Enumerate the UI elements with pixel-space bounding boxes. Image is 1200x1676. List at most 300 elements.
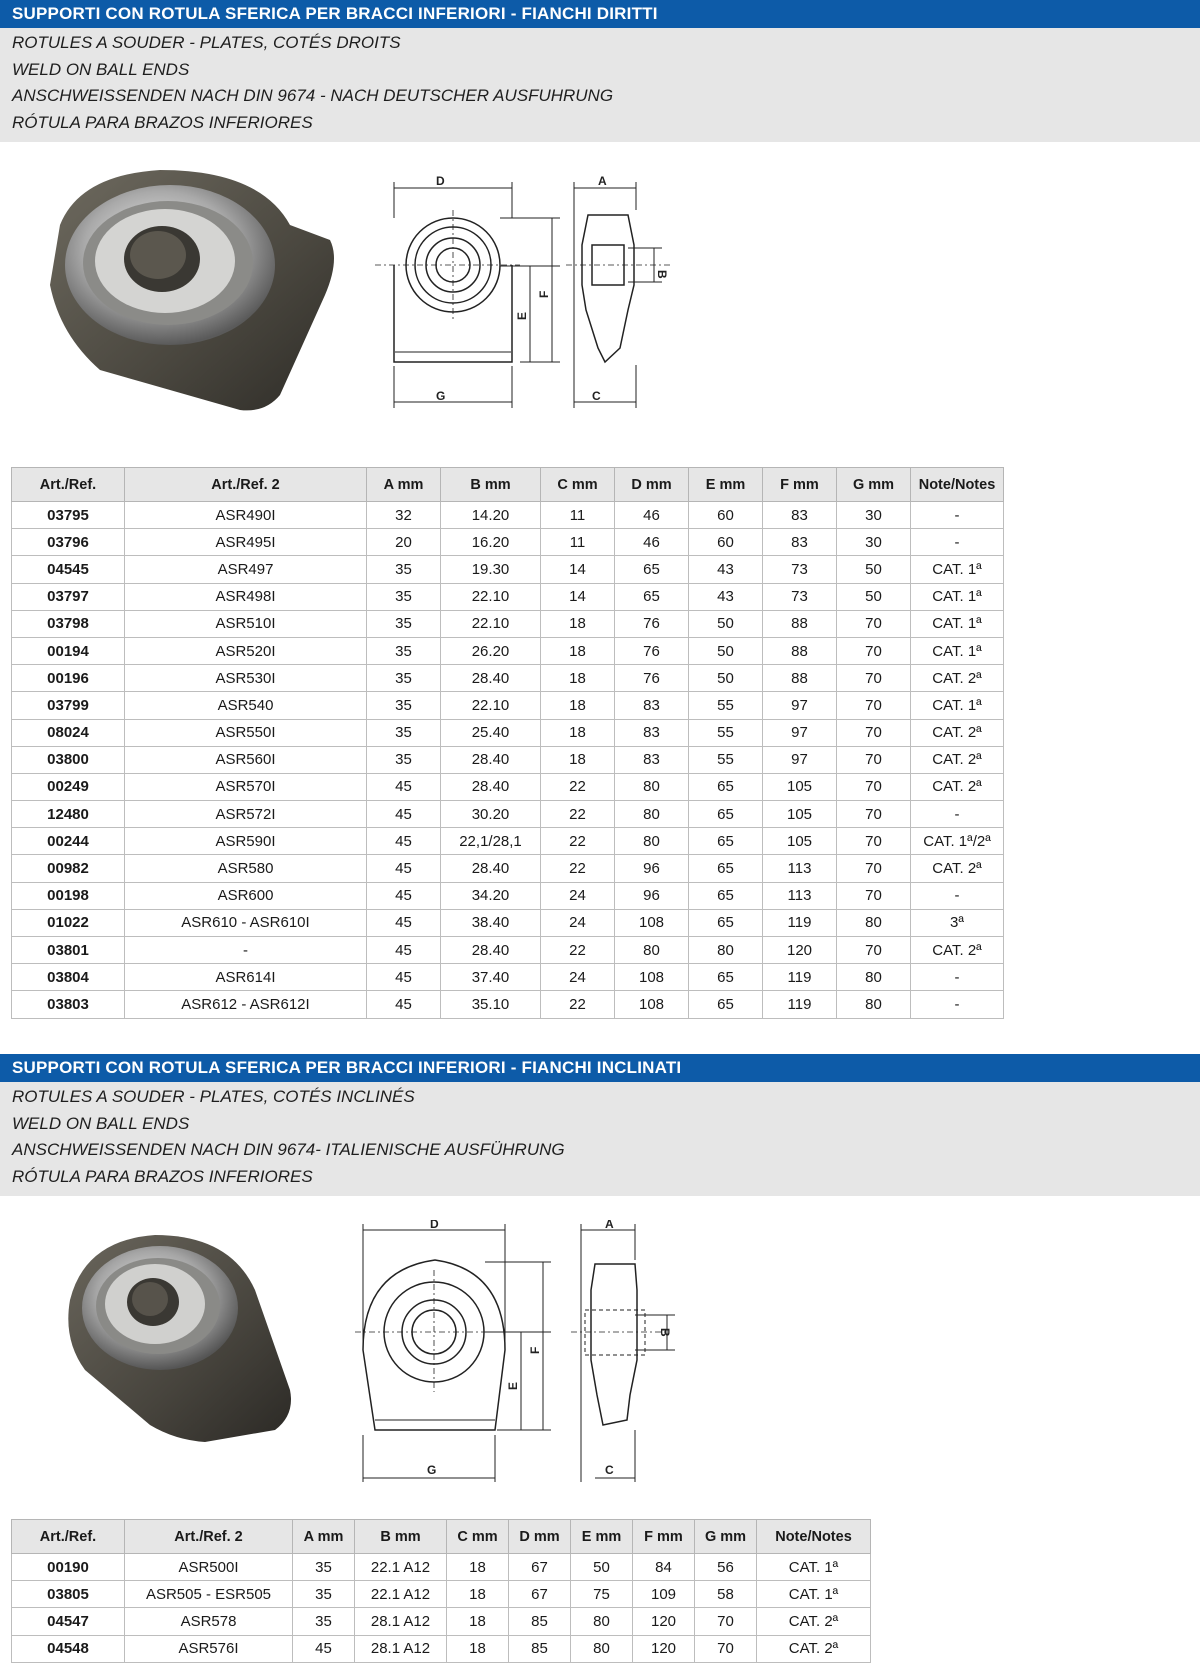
table-cell: 113 <box>763 882 837 909</box>
table-cell: 28.1 A12 <box>355 1608 447 1635</box>
table-cell: 70 <box>837 746 911 773</box>
table-row <box>12 529 1004 556</box>
table-cell: CAT. 1ª <box>757 1554 871 1581</box>
table-row <box>12 502 1004 529</box>
table-cell: 11 <box>541 502 615 529</box>
table-cell: 65 <box>615 583 689 610</box>
col-header: F mm <box>633 1520 695 1554</box>
table-cell: 65 <box>615 556 689 583</box>
table-header-row <box>12 1520 871 1554</box>
table-cell: 03799 <box>12 692 125 719</box>
table-row <box>12 1608 871 1635</box>
table-row <box>12 746 1004 773</box>
table-cell: 28.1 A12 <box>355 1635 447 1662</box>
table-cell: 03803 <box>12 991 125 1018</box>
table-cell: 35 <box>367 583 441 610</box>
table-cell: 88 <box>763 665 837 692</box>
table-cell: 18 <box>541 719 615 746</box>
table-cell: 22 <box>541 855 615 882</box>
table-cell: 65 <box>689 773 763 800</box>
table-cell: ASR510I <box>125 610 367 637</box>
table-cell: 120 <box>633 1635 695 1662</box>
table-cell: ASR560I <box>125 746 367 773</box>
table-cell: ASR500I <box>125 1554 293 1581</box>
table-cell: 28.40 <box>441 855 541 882</box>
table-cell: CAT. 2ª <box>911 855 1004 882</box>
table-row <box>12 937 1004 964</box>
table-cell: 65 <box>689 801 763 828</box>
table-cell: 35 <box>367 637 441 664</box>
table-row <box>12 610 1004 637</box>
table-cell: 96 <box>615 855 689 882</box>
table-cell: ASR612 - ASR612I <box>125 991 367 1018</box>
table-cell: 14 <box>541 583 615 610</box>
table-cell: 03796 <box>12 529 125 556</box>
table-cell: 12480 <box>12 801 125 828</box>
table-header-row <box>12 468 1004 502</box>
table-row <box>12 665 1004 692</box>
table-row <box>12 909 1004 936</box>
col-header: E mm <box>571 1520 633 1554</box>
table-cell: 22.1 A12 <box>355 1581 447 1608</box>
table-cell: CAT. 2ª <box>911 719 1004 746</box>
table-cell: 22 <box>541 773 615 800</box>
table-cell: CAT. 2ª <box>757 1635 871 1662</box>
table-cell: 45 <box>367 773 441 800</box>
table-cell: 50 <box>837 556 911 583</box>
col-header: A mm <box>367 468 441 502</box>
table-cell: 70 <box>837 828 911 855</box>
table-cell: 85 <box>509 1635 571 1662</box>
table-cell: 45 <box>367 937 441 964</box>
table-cell: 105 <box>763 828 837 855</box>
spec-table-inclined <box>11 1519 871 1663</box>
col-header: Art./Ref. 2 <box>125 468 367 502</box>
table-row <box>12 1554 871 1581</box>
table-cell: 46 <box>615 502 689 529</box>
table-cell: CAT. 1ª <box>911 610 1004 637</box>
table-cell: CAT. 2ª <box>757 1608 871 1635</box>
table-cell: 70 <box>837 719 911 746</box>
table-cell: CAT. 1ª <box>911 556 1004 583</box>
table-cell: 35.10 <box>441 991 541 1018</box>
table-cell: 55 <box>689 746 763 773</box>
subtitle-fr: ROTULES A SOUDER - PLATES, COTÉS DROITS <box>12 33 401 52</box>
table-cell: 50 <box>689 665 763 692</box>
table-cell: 04547 <box>12 1608 125 1635</box>
section-title: SUPPORTI CON ROTULA SFERICA PER BRACCI INFERIORI - FIANCHI INCLINATI <box>0 1054 1200 1082</box>
table-cell: 03804 <box>12 964 125 991</box>
col-header: Note/Notes <box>911 468 1004 502</box>
table-cell: ASR614I <box>125 964 367 991</box>
table-cell: 35 <box>367 556 441 583</box>
table-cell: 45 <box>367 855 441 882</box>
table-cell: 00244 <box>12 828 125 855</box>
table-cell: 108 <box>615 991 689 1018</box>
table-cell: ASR540 <box>125 692 367 719</box>
section-inclined-sides <box>0 1054 1200 1196</box>
table-cell: 108 <box>615 909 689 936</box>
table-cell: CAT. 1ª <box>911 583 1004 610</box>
subtitle-en: WELD ON BALL ENDS <box>12 1113 190 1133</box>
table-cell: 00194 <box>12 637 125 664</box>
table-cell: 83 <box>763 502 837 529</box>
table-cell: 18 <box>541 665 615 692</box>
table-cell: 22.10 <box>441 583 541 610</box>
section-title: SUPPORTI CON ROTULA SFERICA PER BRACCI INFERIORI - FIANCHI DIRITTI <box>0 0 1200 28</box>
table-cell: 18 <box>541 746 615 773</box>
table-cell: 45 <box>293 1635 355 1662</box>
table-cell: 38.40 <box>441 909 541 936</box>
table-cell: 22 <box>541 937 615 964</box>
table-cell: 108 <box>615 964 689 991</box>
table-cell: 120 <box>633 1608 695 1635</box>
table-row <box>12 828 1004 855</box>
table-cell: 14 <box>541 556 615 583</box>
table-cell: ASR576I <box>125 1635 293 1662</box>
table-cell: 00198 <box>12 882 125 909</box>
col-header: C mm <box>447 1520 509 1554</box>
table-row <box>12 801 1004 828</box>
table-cell: 75 <box>571 1581 633 1608</box>
table-cell: 26.20 <box>441 637 541 664</box>
table-row <box>12 1581 871 1608</box>
table-cell: 67 <box>509 1581 571 1608</box>
table-cell: 35 <box>367 746 441 773</box>
table-cell: 30 <box>837 529 911 556</box>
col-header: Art./Ref. <box>12 1520 125 1554</box>
table-cell: 03800 <box>12 746 125 773</box>
dim-label-b: B <box>655 270 669 279</box>
dim-label-e: E <box>515 311 529 320</box>
table-cell: ASR498I <box>125 583 367 610</box>
table-cell: 28.40 <box>441 773 541 800</box>
table-cell: 83 <box>763 529 837 556</box>
dim-label-d: D <box>430 1220 439 1231</box>
col-header: Note/Notes <box>757 1520 871 1554</box>
table-cell: ASR550I <box>125 719 367 746</box>
table-cell: 45 <box>367 909 441 936</box>
table-row <box>12 991 1004 1018</box>
table-cell: CAT. 1ª/2ª <box>911 828 1004 855</box>
table-cell: 80 <box>615 828 689 855</box>
table-cell: 28.40 <box>441 665 541 692</box>
table-cell: 96 <box>615 882 689 909</box>
table-cell: 24 <box>541 964 615 991</box>
table-cell: - <box>911 964 1004 991</box>
table-cell: 28.40 <box>441 746 541 773</box>
table-cell: 70 <box>695 1635 757 1662</box>
table-body <box>12 502 1004 1019</box>
table-cell: 35 <box>293 1608 355 1635</box>
table-cell: 65 <box>689 964 763 991</box>
table-cell: ASR610 - ASR610I <box>125 909 367 936</box>
table-cell: CAT. 2ª <box>911 665 1004 692</box>
subtitle-es: RÓTULA PARA BRAZOS INFERIORES <box>12 112 313 132</box>
technical-drawing-inclined <box>345 1220 685 1485</box>
table-cell: 22 <box>541 801 615 828</box>
table-cell: 83 <box>615 719 689 746</box>
table-cell: 22,1/28,1 <box>441 828 541 855</box>
table-cell: 04545 <box>12 556 125 583</box>
table-cell: 65 <box>689 882 763 909</box>
dim-label-d: D <box>436 174 445 188</box>
table-cell: 43 <box>689 556 763 583</box>
table-cell: ASR570I <box>125 773 367 800</box>
table-cell: 50 <box>837 583 911 610</box>
table-cell: 35 <box>293 1581 355 1608</box>
col-header: Art./Ref. <box>12 468 125 502</box>
table-cell: 88 <box>763 610 837 637</box>
table-cell: 37.40 <box>441 964 541 991</box>
table-cell: CAT. 2ª <box>911 937 1004 964</box>
table-cell: 76 <box>615 610 689 637</box>
table-cell: 3ª <box>911 909 1004 936</box>
col-header: C mm <box>541 468 615 502</box>
col-header: G mm <box>695 1520 757 1554</box>
table-row <box>12 855 1004 882</box>
table-cell: 18 <box>541 692 615 719</box>
table-cell: 55 <box>689 692 763 719</box>
table-cell: - <box>911 882 1004 909</box>
dim-label-g: G <box>436 389 446 403</box>
table-cell: ASR497 <box>125 556 367 583</box>
table-cell: 03798 <box>12 610 125 637</box>
table-cell: 80 <box>571 1635 633 1662</box>
dim-label-a: A <box>605 1220 614 1231</box>
col-header: F mm <box>763 468 837 502</box>
table-cell: 18 <box>447 1554 509 1581</box>
table-cell: 70 <box>837 692 911 719</box>
table-cell: 65 <box>689 909 763 936</box>
dim-label-c: C <box>592 389 601 403</box>
dim-label-e: E <box>506 1381 520 1390</box>
table-cell: 34.20 <box>441 882 541 909</box>
table-cell: 50 <box>689 610 763 637</box>
table-cell: 03795 <box>12 502 125 529</box>
dim-label-c: C <box>605 1463 614 1477</box>
table-cell: 32 <box>367 502 441 529</box>
table-cell: 19.30 <box>441 556 541 583</box>
col-header: G mm <box>837 468 911 502</box>
table-cell: 35 <box>367 665 441 692</box>
table-cell: 65 <box>689 828 763 855</box>
dim-label-f: F <box>537 290 551 298</box>
table-cell: 43 <box>689 583 763 610</box>
table-cell: 24 <box>541 909 615 936</box>
dim-label-a: A <box>598 174 607 188</box>
table-cell: 80 <box>615 801 689 828</box>
table-cell: 03805 <box>12 1581 125 1608</box>
table-cell: 70 <box>837 637 911 664</box>
table-row <box>12 882 1004 909</box>
table-cell: 109 <box>633 1581 695 1608</box>
table-cell: 25.40 <box>441 719 541 746</box>
table-cell: 24 <box>541 882 615 909</box>
table-row <box>12 692 1004 719</box>
table-cell: ASR495I <box>125 529 367 556</box>
table-cell: 60 <box>689 502 763 529</box>
table-cell: ASR600 <box>125 882 367 909</box>
table-cell: 30 <box>837 502 911 529</box>
table-cell: 84 <box>633 1554 695 1581</box>
table-cell: - <box>125 937 367 964</box>
table-cell: 45 <box>367 801 441 828</box>
table-cell: - <box>911 991 1004 1018</box>
table-cell: CAT. 1ª <box>911 637 1004 664</box>
table-cell: 22.10 <box>441 692 541 719</box>
table-cell: 14.20 <box>441 502 541 529</box>
table-cell: 00196 <box>12 665 125 692</box>
table-cell: 20 <box>367 529 441 556</box>
table-cell: ASR580 <box>125 855 367 882</box>
table-cell: 73 <box>763 583 837 610</box>
table-cell: 50 <box>571 1554 633 1581</box>
table-cell: 58 <box>695 1581 757 1608</box>
table-cell: 56 <box>695 1554 757 1581</box>
table-cell: 73 <box>763 556 837 583</box>
table-cell: 76 <box>615 637 689 664</box>
table-cell: 65 <box>689 991 763 1018</box>
table-cell: 55 <box>689 719 763 746</box>
table-cell: 35 <box>367 719 441 746</box>
table-cell: ASR578 <box>125 1608 293 1635</box>
table-cell: 80 <box>689 937 763 964</box>
table-cell: 50 <box>689 637 763 664</box>
table-cell: CAT. 1ª <box>911 692 1004 719</box>
table-cell: 88 <box>763 637 837 664</box>
section-subtitles <box>0 1082 1200 1196</box>
table-cell: 80 <box>837 991 911 1018</box>
table-cell: 45 <box>367 882 441 909</box>
table-cell: 70 <box>837 773 911 800</box>
subtitle-fr: ROTULES A SOUDER - PLATES, COTÉS INCLINÉS <box>12 1087 415 1106</box>
table-cell: 105 <box>763 801 837 828</box>
table-cell: 70 <box>695 1608 757 1635</box>
spec-table-straight <box>11 467 1004 1019</box>
table-cell: 18 <box>541 637 615 664</box>
table-cell: 105 <box>763 773 837 800</box>
table-cell: - <box>911 502 1004 529</box>
table-cell: 00249 <box>12 773 125 800</box>
table-cell: 97 <box>763 692 837 719</box>
table-cell: 28.40 <box>441 937 541 964</box>
table-cell: 70 <box>837 937 911 964</box>
table-cell: 80 <box>837 964 911 991</box>
table-row <box>12 583 1004 610</box>
table-cell: 35 <box>293 1554 355 1581</box>
table-cell: 18 <box>447 1608 509 1635</box>
table-cell: 97 <box>763 719 837 746</box>
table-cell: 80 <box>615 773 689 800</box>
table-cell: 01022 <box>12 909 125 936</box>
table-cell: 00190 <box>12 1554 125 1581</box>
col-header: B mm <box>355 1520 447 1554</box>
table-cell: 80 <box>571 1608 633 1635</box>
table-cell: 80 <box>615 937 689 964</box>
table-cell: CAT. 2ª <box>911 746 1004 773</box>
table-cell: - <box>911 801 1004 828</box>
table-row <box>12 637 1004 664</box>
table-cell: 18 <box>541 610 615 637</box>
table-cell: 18 <box>447 1635 509 1662</box>
table-cell: 119 <box>763 909 837 936</box>
table-cell: 46 <box>615 529 689 556</box>
table-cell: 35 <box>367 610 441 637</box>
table-row <box>12 1635 871 1662</box>
table-cell: 97 <box>763 746 837 773</box>
dim-label-f: F <box>528 1346 542 1354</box>
table-cell: ASR490I <box>125 502 367 529</box>
technical-drawing-straight <box>370 170 690 435</box>
table-cell: 11 <box>541 529 615 556</box>
table-cell: ASR530I <box>125 665 367 692</box>
table-cell: 83 <box>615 746 689 773</box>
table-cell: 22.1 A12 <box>355 1554 447 1581</box>
section-straight-sides <box>0 0 1200 142</box>
dim-label-g: G <box>427 1463 437 1477</box>
table-body <box>12 1554 871 1663</box>
table-cell: 03797 <box>12 583 125 610</box>
col-header: B mm <box>441 468 541 502</box>
product-photo-inclined <box>55 1230 300 1445</box>
table-cell: 70 <box>837 610 911 637</box>
product-photo-straight <box>40 165 360 415</box>
dim-label-b: B <box>658 1328 672 1337</box>
table-cell: 45 <box>367 991 441 1018</box>
table-cell: 22 <box>541 828 615 855</box>
table-cell: CAT. 1ª <box>757 1581 871 1608</box>
table-cell: ASR520I <box>125 637 367 664</box>
section-subtitles <box>0 28 1200 142</box>
table-cell: 04548 <box>12 1635 125 1662</box>
table-cell: ASR505 - ESR505 <box>125 1581 293 1608</box>
table-row <box>12 773 1004 800</box>
table-cell: 85 <box>509 1608 571 1635</box>
table-cell: 60 <box>689 529 763 556</box>
table-cell: 80 <box>837 909 911 936</box>
table-cell: ASR590I <box>125 828 367 855</box>
table-cell: 18 <box>447 1581 509 1608</box>
table-cell: 65 <box>689 855 763 882</box>
table-cell: 70 <box>837 882 911 909</box>
col-header: E mm <box>689 468 763 502</box>
col-header: D mm <box>509 1520 571 1554</box>
table-row <box>12 719 1004 746</box>
table-cell: 120 <box>763 937 837 964</box>
subtitle-de: ANSCHWEISSENDEN NACH DIN 9674- ITALIENISCHE AUSFÜHRUNG <box>12 1140 565 1159</box>
subtitle-es: RÓTULA PARA BRAZOS INFERIORES <box>12 1166 313 1186</box>
table-row <box>12 556 1004 583</box>
table-cell: ASR572I <box>125 801 367 828</box>
table-cell: 70 <box>837 801 911 828</box>
table-cell: 45 <box>367 964 441 991</box>
table-cell: 00982 <box>12 855 125 882</box>
table-cell: 119 <box>763 991 837 1018</box>
table-cell: 119 <box>763 964 837 991</box>
table-cell: 08024 <box>12 719 125 746</box>
subtitle-en: WELD ON BALL ENDS <box>12 59 190 79</box>
col-header: D mm <box>615 468 689 502</box>
col-header: Art./Ref. 2 <box>125 1520 293 1554</box>
table-cell: - <box>911 529 1004 556</box>
table-cell: 67 <box>509 1554 571 1581</box>
table-cell: 70 <box>837 665 911 692</box>
table-cell: 22.10 <box>441 610 541 637</box>
table-cell: 16.20 <box>441 529 541 556</box>
table-cell: 03801 <box>12 937 125 964</box>
table-cell: 22 <box>541 991 615 1018</box>
